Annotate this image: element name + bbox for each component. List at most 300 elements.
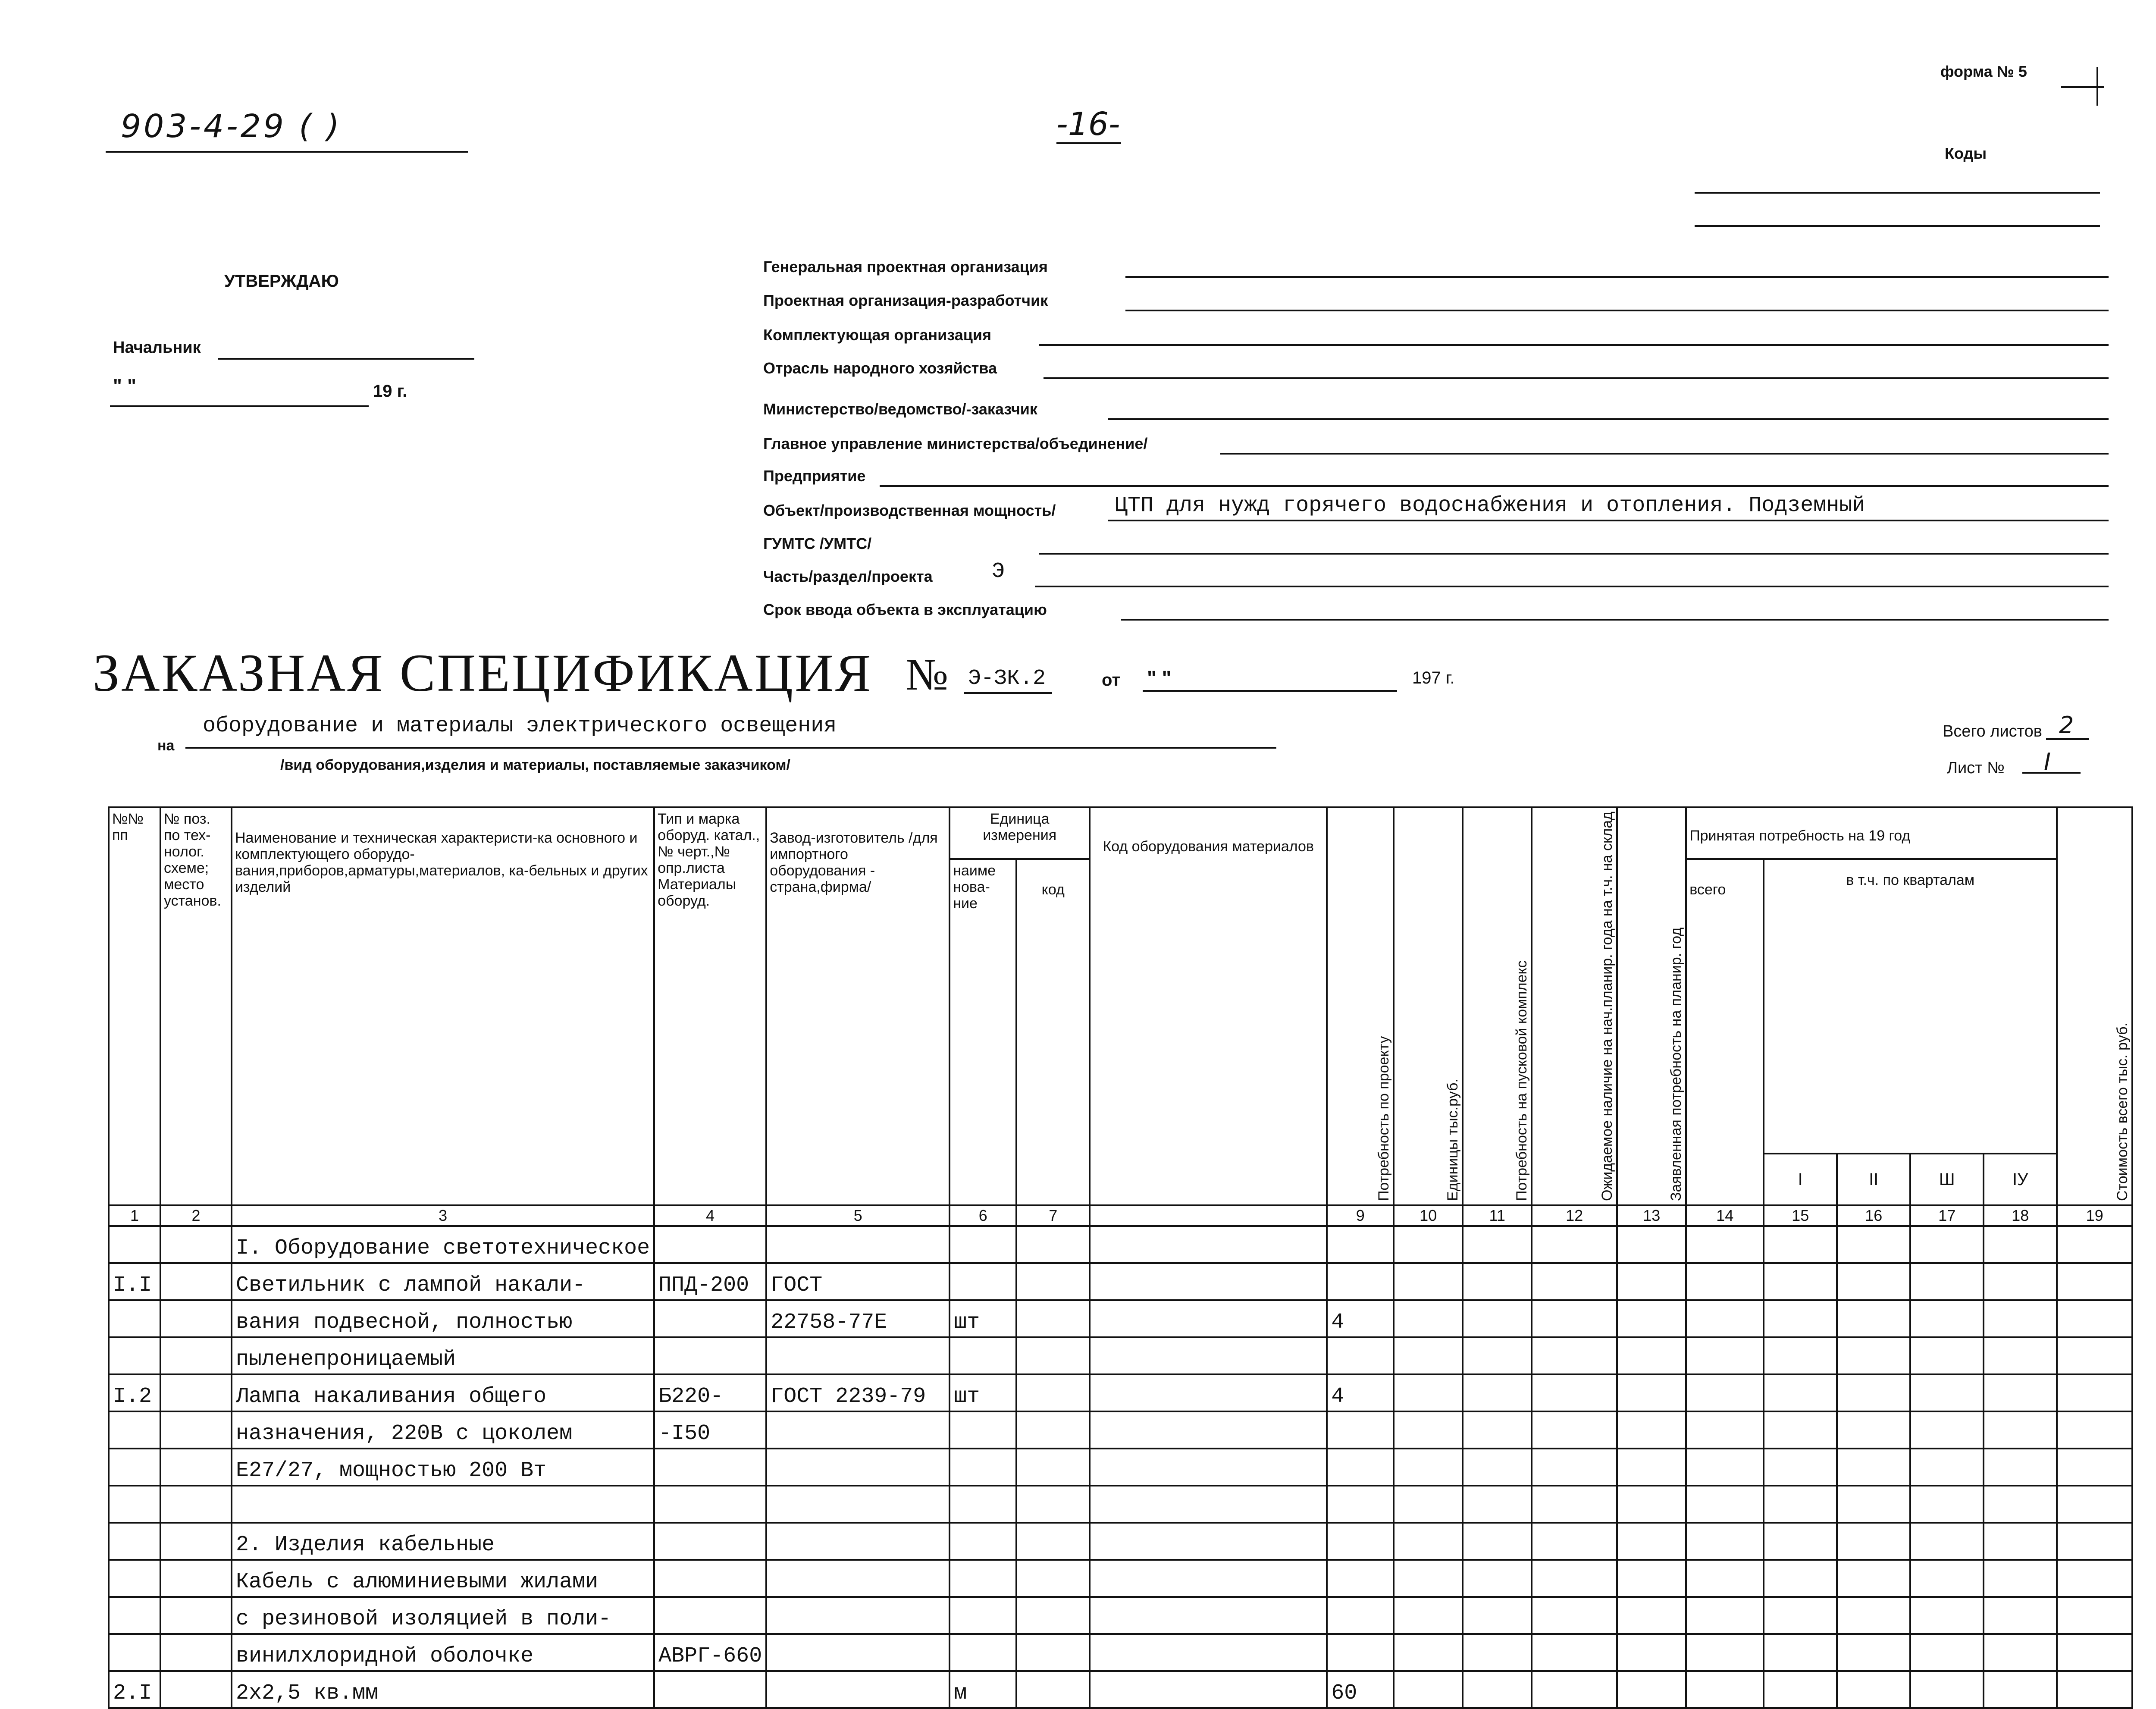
table-row (109, 1560, 2132, 1597)
cell-empty (1090, 1486, 1327, 1523)
spec-title: ЗАКАЗНАЯ СПЕЦИФИКАЦИЯ (93, 643, 873, 702)
cell-c5 (766, 1449, 950, 1486)
cell-c2 (160, 1597, 232, 1634)
cell-empty (1686, 1263, 1764, 1300)
cell-empty (1016, 1374, 1090, 1411)
cell-empty (1532, 1671, 1617, 1708)
colnum: 3 (232, 1205, 654, 1226)
cell-empty (1764, 1337, 1837, 1374)
colnum: 9 (1327, 1205, 1394, 1226)
total-sheets-line (2046, 738, 2089, 740)
cell-empty (1016, 1560, 1090, 1597)
cell-empty (1984, 1523, 2057, 1560)
cell-empty (1617, 1374, 1686, 1411)
cell-empty (1910, 1263, 1984, 1300)
cell-empty (1532, 1411, 1617, 1449)
approval-date-line (110, 405, 369, 407)
header-c12: Ожидаемое наличие на нач.планир. года на т.ч. на склад (1532, 807, 1617, 1205)
spec-number-sign: № (906, 650, 949, 699)
cell-empty (1984, 1226, 2057, 1263)
cell-empty (1984, 1560, 2057, 1597)
cell-empty (1984, 1671, 2057, 1708)
cell-empty (1764, 1263, 1837, 1300)
cell-c6 (950, 1486, 1016, 1523)
cell-empty (1764, 1523, 1837, 1560)
cell-empty (1090, 1300, 1327, 1337)
cell-empty (1686, 1374, 1764, 1411)
cell-c2 (160, 1300, 232, 1337)
colnum: 15 (1764, 1205, 1837, 1226)
cell-c9 (1327, 1523, 1394, 1560)
cell-empty (1463, 1597, 1532, 1634)
field-label: Проектная организация-разработчик (763, 292, 1048, 309)
cell-empty (1984, 1263, 2057, 1300)
table-row (109, 1523, 2132, 1560)
header-c14: всего (1686, 859, 1764, 1205)
cell-c6 (950, 1560, 1016, 1597)
header-c5: Завод-изготовитель /для импортного оборудования - страна,фирма/ (766, 807, 950, 1205)
field-commissioning-date (763, 593, 2109, 623)
spec-year: 197 г. (1412, 668, 1455, 687)
field-line (1039, 344, 2109, 346)
header-accepted-group: Принятая потребность на 19 год (1686, 807, 2057, 859)
cell-c2 (160, 1411, 232, 1449)
colnum: 4 (654, 1205, 766, 1226)
cell-empty (1910, 1597, 1984, 1634)
cell-c4: ППД-200 (654, 1263, 766, 1300)
cell-empty (2057, 1411, 2132, 1449)
field-label: ГУМТС /УМТС/ (763, 535, 872, 552)
cell-empty (1686, 1634, 1764, 1671)
document-number: 903-4-29 ( ) (121, 108, 342, 145)
cell-empty (1910, 1671, 1984, 1708)
codes-label: Коды (1945, 144, 1987, 162)
cell-empty (1984, 1597, 2057, 1634)
cell-c1 (109, 1597, 160, 1634)
field-label: Часть/раздел/проекта (763, 568, 933, 585)
cell-c4 (654, 1523, 766, 1560)
cell-empty (1090, 1597, 1327, 1634)
cell-c5 (766, 1523, 950, 1560)
cell-empty (1617, 1634, 1686, 1671)
cell-c1 (109, 1560, 160, 1597)
cell-c2 (160, 1449, 232, 1486)
cell-c1 (109, 1523, 160, 1560)
header-quarter-group: в т.ч. по кварталам (1764, 859, 2057, 1154)
page-number-underline (1056, 142, 1121, 144)
document-number-underline (106, 151, 468, 153)
cell-empty (1532, 1597, 1617, 1634)
cell-empty (1463, 1486, 1532, 1523)
cell-empty (1617, 1560, 1686, 1597)
cell-empty (1764, 1634, 1837, 1671)
cell-empty (1394, 1634, 1463, 1671)
cell-empty (1016, 1634, 1090, 1671)
cell-c6 (950, 1337, 1016, 1374)
cell-c3: винилхлоридной оболочке (232, 1634, 654, 1671)
field-line (1125, 276, 2109, 278)
table-row (109, 1226, 2132, 1263)
cell-c1 (109, 1449, 160, 1486)
cell-c1 (109, 1634, 160, 1671)
cell-empty (1837, 1597, 1910, 1634)
cell-empty (1686, 1300, 1764, 1337)
cell-c1 (109, 1226, 160, 1263)
cell-empty (1617, 1486, 1686, 1523)
field-line (1125, 310, 2109, 311)
cell-empty (1984, 1486, 2057, 1523)
cell-c4 (654, 1226, 766, 1263)
cell-c4: Б220- (654, 1374, 766, 1411)
cell-c5 (766, 1337, 950, 1374)
field-label: Министерство/ведомство/-заказчик (763, 400, 1037, 418)
cell-empty (1090, 1449, 1327, 1486)
subject-caption: /вид оборудования,изделия и материалы, поставляемые заказчиком/ (280, 757, 790, 773)
cell-empty (1984, 1300, 2057, 1337)
colnum: 17 (1910, 1205, 1984, 1226)
cell-c9: 4 (1327, 1374, 1394, 1411)
cell-c4 (654, 1486, 766, 1523)
table-body (109, 1226, 2132, 1708)
cell-empty (1617, 1263, 1686, 1300)
cell-c3 (232, 1486, 654, 1523)
header-c9: Потребность по проекту (1327, 807, 1394, 1205)
cell-c3: Е27/27, мощностью 200 Вт (232, 1449, 654, 1486)
cell-c9 (1327, 1486, 1394, 1523)
cell-c6 (950, 1523, 1016, 1560)
colnum: 11 (1463, 1205, 1532, 1226)
table-row (109, 1300, 2132, 1337)
cell-c1 (109, 1300, 160, 1337)
approval-head-line (218, 358, 474, 360)
header-q1: I (1764, 1154, 1837, 1205)
cell-c1 (109, 1486, 160, 1523)
cell-empty (1394, 1263, 1463, 1300)
cell-empty (1837, 1337, 1910, 1374)
cell-c5 (766, 1411, 950, 1449)
cell-empty (1532, 1634, 1617, 1671)
colnum: 13 (1617, 1205, 1686, 1226)
cell-empty (1394, 1597, 1463, 1634)
cell-empty (1686, 1560, 1764, 1597)
field-value-project-part: Э (992, 559, 1005, 584)
cell-c3: Лампа накаливания общего (232, 1374, 654, 1411)
colnum: 1 (109, 1205, 160, 1226)
cell-empty (1984, 1374, 2057, 1411)
cell-empty (1532, 1337, 1617, 1374)
cell-empty (1463, 1634, 1532, 1671)
cell-empty (1686, 1337, 1764, 1374)
cell-c9 (1327, 1263, 1394, 1300)
cell-c9 (1327, 1597, 1394, 1634)
cell-empty (1090, 1374, 1327, 1411)
cell-c6: шт (950, 1374, 1016, 1411)
field-line (880, 485, 2109, 487)
cell-empty (1463, 1671, 1532, 1708)
cell-empty (2057, 1449, 2132, 1486)
cell-empty (1463, 1263, 1532, 1300)
total-sheets-label: Всего листов (1943, 722, 2042, 740)
colnum (1090, 1205, 1327, 1226)
field-enterprise (763, 459, 2109, 489)
cell-c4: АВРГ-660 (654, 1634, 766, 1671)
colnum: 2 (160, 1205, 232, 1226)
page-number: -16- (1056, 106, 1120, 143)
cell-c9 (1327, 1449, 1394, 1486)
cell-empty (1394, 1486, 1463, 1523)
form-label: форма № 5 (1940, 63, 2027, 80)
cell-empty (1532, 1486, 1617, 1523)
approval-year: 19 г. (373, 382, 407, 401)
cell-c9 (1327, 1634, 1394, 1671)
cell-c3: пыленепроницаемый (232, 1337, 654, 1374)
cell-empty (1984, 1634, 2057, 1671)
header-c6: наиме нова-ние (950, 859, 1016, 1205)
field-label: Срок ввода объекта в эксплуатацию (763, 601, 1047, 618)
approval-date-quotes: " " (113, 375, 136, 396)
cell-c2 (160, 1671, 232, 1708)
cell-empty (1016, 1449, 1090, 1486)
cell-empty (1394, 1523, 1463, 1560)
cell-empty (1837, 1263, 1910, 1300)
cell-empty (1617, 1671, 1686, 1708)
cell-empty (2057, 1374, 2132, 1411)
table-row (109, 1449, 2132, 1486)
colnum: 19 (2057, 1205, 2132, 1226)
approval-head-label: Начальник (113, 339, 201, 357)
field-label: Генеральная проектная организация (763, 258, 1048, 276)
cell-c6 (950, 1226, 1016, 1263)
cell-c6 (950, 1634, 1016, 1671)
field-ministry-customer (763, 392, 2109, 423)
table-row (109, 1634, 2132, 1671)
header-c8: Код оборудования материалов (1090, 807, 1327, 1205)
cell-c5: ГОСТ 2239-79 (766, 1374, 950, 1411)
subject-line (185, 747, 1276, 749)
approval-title: УТВЕРЖДАЮ (224, 272, 339, 291)
cell-empty (1837, 1226, 1910, 1263)
table-row (109, 1337, 2132, 1374)
field-object (763, 494, 2109, 524)
header-q2: II (1837, 1154, 1910, 1205)
header-c1: №№ пп (109, 807, 160, 1205)
cell-c3: I. Оборудование светотехническое (232, 1226, 654, 1263)
cell-c5 (766, 1634, 950, 1671)
specification-table (108, 806, 2133, 1709)
cell-empty (1090, 1411, 1327, 1449)
field-line (1121, 619, 2109, 621)
cell-c4 (654, 1449, 766, 1486)
header-c10: Единицы тыс.руб. (1394, 807, 1463, 1205)
cell-empty (1463, 1337, 1532, 1374)
cell-empty (1463, 1300, 1532, 1337)
subject-value: оборудование и материалы электрического освещения (203, 714, 837, 738)
cell-empty (1686, 1671, 1764, 1708)
cell-c6 (950, 1597, 1016, 1634)
cell-empty (1532, 1226, 1617, 1263)
cell-c3: Светильник с лампой накали- (232, 1263, 654, 1300)
field-developer-organization (763, 284, 2109, 314)
cell-c5 (766, 1226, 950, 1263)
cell-empty (1910, 1337, 1984, 1374)
cell-c4 (654, 1597, 766, 1634)
colnum: 16 (1837, 1205, 1910, 1226)
header-row-1 (109, 807, 2132, 859)
cell-empty (1910, 1411, 1984, 1449)
cell-empty (1910, 1560, 1984, 1597)
column-number-row (109, 1205, 2132, 1226)
codes-line-1 (1695, 192, 2100, 194)
header-q3: Ш (1910, 1154, 1984, 1205)
cell-empty (1617, 1449, 1686, 1486)
cell-c9: 4 (1327, 1300, 1394, 1337)
cell-c9: 60 (1327, 1671, 1394, 1708)
cell-empty (1910, 1226, 1984, 1263)
colnum: 12 (1532, 1205, 1617, 1226)
field-line (1035, 586, 2109, 587)
spec-number: Э-ЗК.2 (968, 666, 1046, 691)
cell-empty (1686, 1597, 1764, 1634)
cell-c5 (766, 1671, 950, 1708)
cell-empty (2057, 1226, 2132, 1263)
cell-empty (2057, 1634, 2132, 1671)
field-label: Комплектующая организация (763, 326, 992, 344)
spec-from-label: от (1102, 671, 1121, 690)
cell-empty (2057, 1523, 2132, 1560)
cell-empty (1617, 1226, 1686, 1263)
cell-empty (1463, 1374, 1532, 1411)
cell-empty (1090, 1226, 1327, 1263)
table-row (109, 1374, 2132, 1411)
cell-empty (1837, 1523, 1910, 1560)
field-line (1108, 520, 2109, 521)
cell-empty (1394, 1300, 1463, 1337)
cell-c2 (160, 1374, 232, 1411)
cell-empty (1394, 1671, 1463, 1708)
cell-c2 (160, 1337, 232, 1374)
cell-empty (1463, 1449, 1532, 1486)
cell-empty (1617, 1523, 1686, 1560)
cell-empty (1090, 1263, 1327, 1300)
cell-empty (2057, 1597, 2132, 1634)
field-label: Отрасль народного хозяйства (763, 359, 997, 377)
cell-c4 (654, 1671, 766, 1708)
header-c4: Тип и марка оборуд. катал.,№ черт.,№ опр.листа Материалы оборуд. (654, 807, 766, 1205)
header-c19: Стоимость всего тыс. руб. (2057, 807, 2132, 1205)
colnum: 18 (1984, 1205, 2057, 1226)
cell-c3: Кабель с алюминиевыми жилами (232, 1560, 654, 1597)
spec-date-quotes: " " (1147, 667, 1172, 689)
cell-empty (2057, 1486, 2132, 1523)
cell-empty (1910, 1449, 1984, 1486)
field-line (1220, 453, 2109, 455)
cell-c1 (109, 1411, 160, 1449)
cell-empty (1910, 1634, 1984, 1671)
cell-empty (1686, 1411, 1764, 1449)
cell-empty (1984, 1337, 2057, 1374)
cell-empty (1764, 1449, 1837, 1486)
colnum: 10 (1394, 1205, 1463, 1226)
field-line (1108, 418, 2109, 420)
cell-empty (1764, 1597, 1837, 1634)
cell-empty (1837, 1671, 1910, 1708)
cell-empty (1764, 1486, 1837, 1523)
cell-empty (1394, 1411, 1463, 1449)
table-row (109, 1263, 2132, 1300)
header-c7: код (1016, 859, 1090, 1205)
cell-c4 (654, 1300, 766, 1337)
table-row (109, 1671, 2132, 1708)
cell-c6: м (950, 1671, 1016, 1708)
cell-empty (1837, 1374, 1910, 1411)
cell-empty (1984, 1449, 2057, 1486)
cell-empty (1394, 1374, 1463, 1411)
cell-c3: назначения, 220В с цоколем (232, 1411, 654, 1449)
cell-c3: вания подвесной, полностью (232, 1300, 654, 1337)
cell-empty (1686, 1226, 1764, 1263)
subject-prefix: на (157, 737, 175, 754)
cell-c5 (766, 1560, 950, 1597)
cell-empty (1764, 1226, 1837, 1263)
cell-empty (1686, 1523, 1764, 1560)
field-gumts (763, 527, 2109, 557)
cell-empty (1910, 1486, 1984, 1523)
cell-c2 (160, 1560, 232, 1597)
cell-empty (1090, 1560, 1327, 1597)
cell-empty (1617, 1300, 1686, 1337)
field-line (1044, 377, 2109, 379)
cell-empty (1764, 1411, 1837, 1449)
cell-empty (1016, 1263, 1090, 1300)
cell-empty (1463, 1411, 1532, 1449)
cell-empty (1837, 1560, 1910, 1597)
cell-c1: I.I (109, 1263, 160, 1300)
colnum: 7 (1016, 1205, 1090, 1226)
header-unit-group: Единица измерения (950, 807, 1090, 859)
cell-empty (1394, 1226, 1463, 1263)
cell-c1 (109, 1337, 160, 1374)
sheet-value: I (2044, 748, 2051, 775)
cell-empty (1394, 1560, 1463, 1597)
cell-empty (1764, 1671, 1837, 1708)
table-row (109, 1411, 2132, 1449)
cell-c3: с резиновой изоляцией в поли- (232, 1597, 654, 1634)
cell-c2 (160, 1226, 232, 1263)
cell-empty (1532, 1300, 1617, 1337)
sheet-line (2022, 772, 2081, 774)
cell-empty (1532, 1374, 1617, 1411)
cell-empty (1837, 1449, 1910, 1486)
corner-mark-v (2096, 67, 2098, 106)
cell-empty (1090, 1671, 1327, 1708)
cell-c5 (766, 1486, 950, 1523)
header-c13: Заявленная потребность на планир. год (1617, 807, 1686, 1205)
field-general-organization (763, 250, 2109, 280)
cell-c6: шт (950, 1300, 1016, 1337)
cell-c5: ГОСТ (766, 1263, 950, 1300)
header-c3: Наименование и техническая характеристи-ка основного и комплектующего оборудо-вания,приборов,арматуры,материалов, ка-бельных и других изделий (232, 807, 654, 1205)
cell-c6 (950, 1449, 1016, 1486)
spec-date-line (1143, 690, 1397, 692)
cell-c9 (1327, 1226, 1394, 1263)
field-supply-organization (763, 318, 2109, 348)
cell-empty (2057, 1263, 2132, 1300)
cell-empty (1016, 1337, 1090, 1374)
cell-c9 (1327, 1560, 1394, 1597)
cell-c1: I.2 (109, 1374, 160, 1411)
cell-empty (1463, 1226, 1532, 1263)
cell-empty (1090, 1337, 1327, 1374)
